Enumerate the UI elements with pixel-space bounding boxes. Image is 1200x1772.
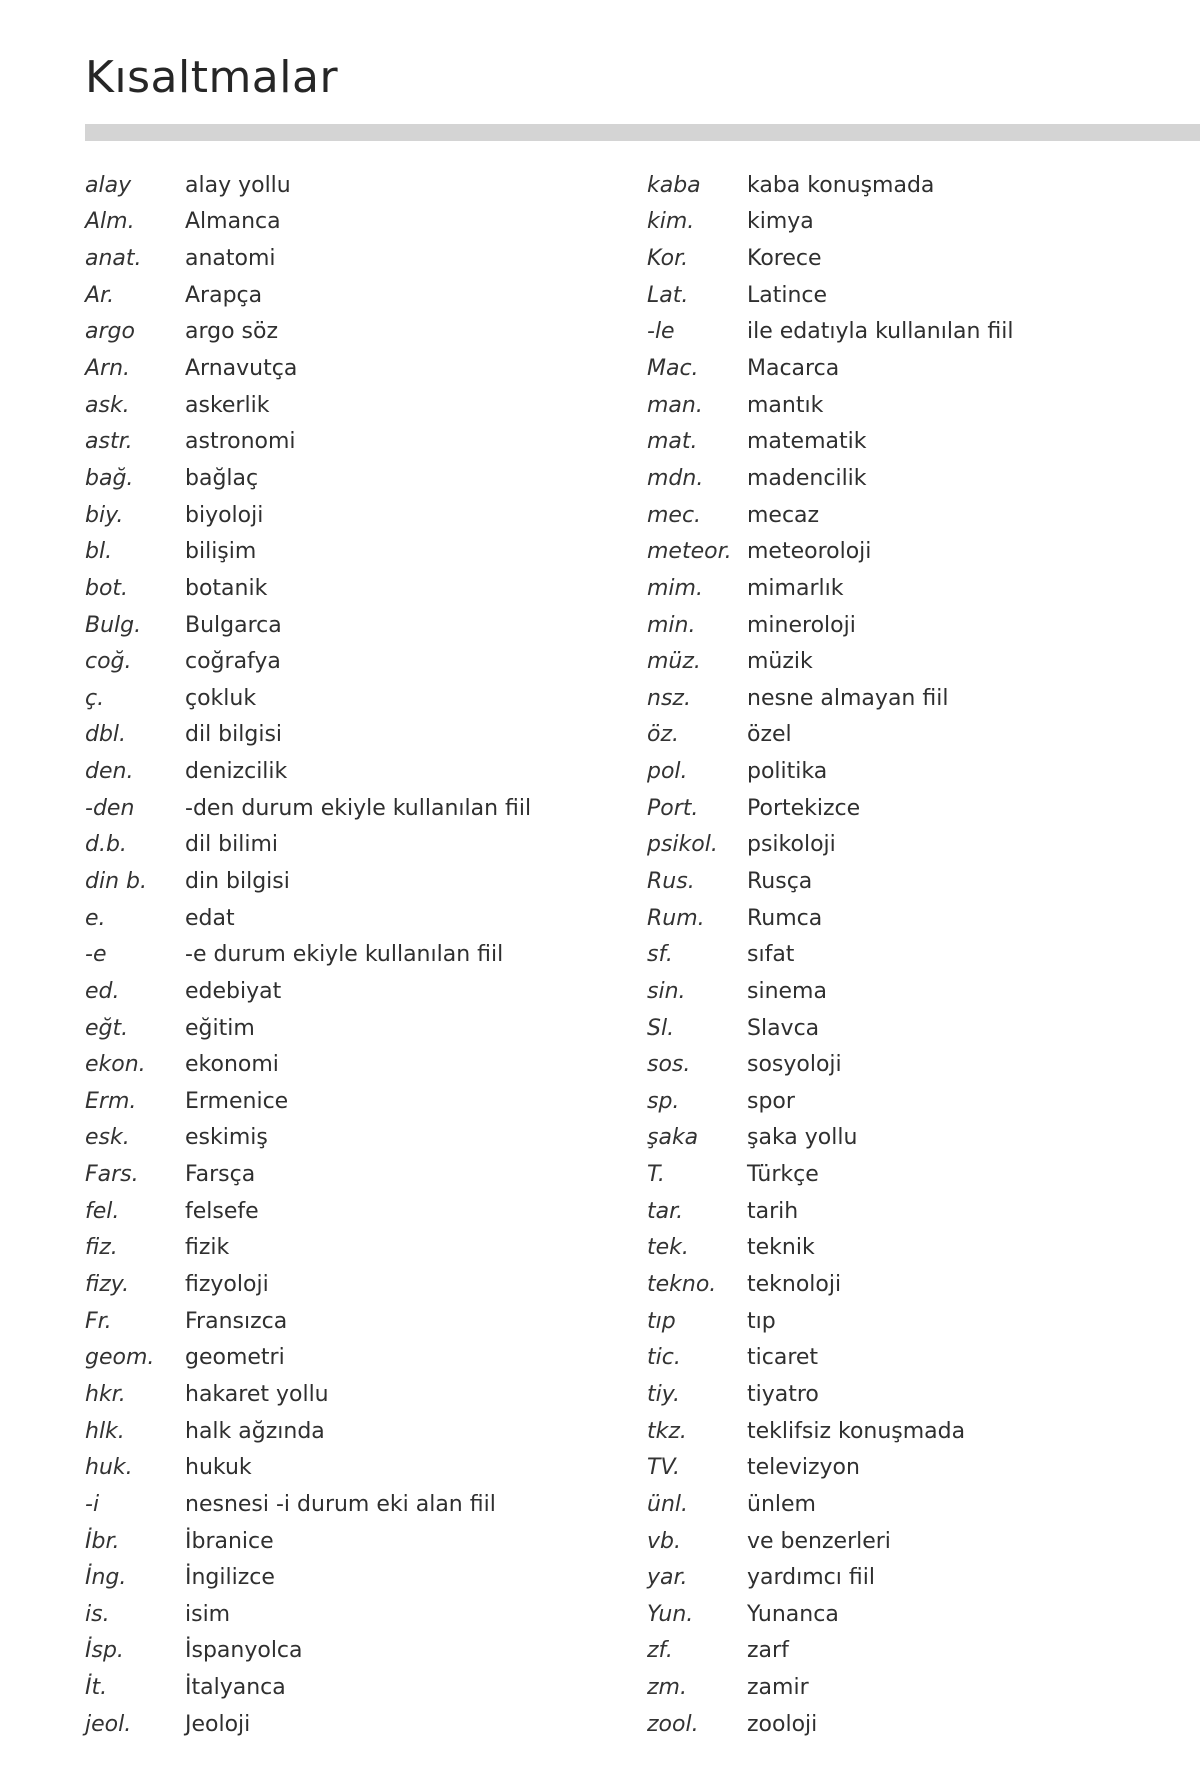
abbreviation: zool. (647, 1711, 699, 1737)
abbreviation-meaning: hukuk (185, 1455, 252, 1481)
abbreviation: din b. (85, 868, 147, 894)
abbreviation-entry (647, 1010, 1187, 1047)
abbreviation-entry (85, 1083, 625, 1120)
abbreviation-meaning: mecaz (747, 502, 820, 528)
abbreviation-meaning: İbranice (185, 1528, 274, 1554)
abbreviation-meaning: -e durum ekiyle kullanılan fiil (185, 942, 504, 968)
abbreviation: sin. (647, 978, 686, 1004)
abbreviation: İt. (85, 1675, 108, 1701)
abbreviation-meaning: Macarca (747, 356, 840, 382)
abbreviation-entry (85, 1340, 625, 1377)
abbreviation-entry (85, 423, 625, 460)
abbreviation-meaning: madencilik (747, 465, 867, 491)
abbreviation-entry (85, 277, 625, 314)
abbreviation: Mac. (647, 356, 699, 382)
abbreviation-entry (647, 533, 1187, 570)
abbreviation-meaning: ticaret (747, 1345, 819, 1371)
abbreviation-entry (647, 314, 1187, 351)
abbreviation-meaning: sosyoloji (747, 1052, 842, 1078)
abbreviation-entry (647, 1340, 1187, 1377)
abbreviation-meaning: tiyatro (747, 1381, 819, 1407)
abbreviation-entry (85, 1559, 625, 1596)
abbreviation: is. (85, 1601, 110, 1627)
abbreviation-meaning: zooloji (747, 1711, 818, 1737)
abbreviation-meaning: argo söz (185, 319, 279, 345)
abbreviation: min. (647, 612, 696, 638)
abbreviation: ask. (85, 392, 130, 418)
abbreviation-entry (85, 680, 625, 717)
abbreviation-entry (85, 1449, 625, 1486)
abbreviation: mim. (647, 575, 703, 601)
abbreviation-meaning: isim (185, 1601, 231, 1627)
abbreviation-meaning: Latince (747, 282, 828, 308)
abbreviation: Rus. (647, 868, 695, 894)
abbreviation: Sl. (647, 1015, 675, 1041)
abbreviation-meaning: kaba konuşmada (747, 172, 935, 198)
abbreviation: yar. (647, 1565, 688, 1591)
abbreviation-entry (647, 1046, 1187, 1083)
abbreviation-entry (85, 900, 625, 937)
abbreviation-entry (85, 1046, 625, 1083)
abbreviation-meaning: matematik (747, 429, 867, 455)
abbreviation: meteor. (647, 539, 732, 565)
abbreviation-meaning: nesnesi -i durum eki alan fiil (185, 1491, 496, 1517)
abbreviation-entry (647, 680, 1187, 717)
abbreviation-meaning: sinema (747, 978, 827, 1004)
abbreviation-entry (85, 240, 625, 277)
abbreviation: İsp. (85, 1638, 124, 1664)
abbreviation-meaning: dil bilimi (185, 832, 279, 858)
abbreviation: İbr. (85, 1528, 120, 1554)
abbreviation-meaning: astronomi (185, 429, 296, 455)
abbreviation-meaning: ve benzerleri (747, 1528, 891, 1554)
abbreviation-entry (647, 1633, 1187, 1670)
abbreviation-meaning: zamir (747, 1675, 809, 1701)
abbreviation-entry (647, 900, 1187, 937)
abbreviation: ekon. (85, 1052, 146, 1078)
abbreviation: geom. (85, 1345, 155, 1371)
abbreviation-meaning: alay yollu (185, 172, 291, 198)
abbreviation-entry (85, 936, 625, 973)
abbreviation-entry (647, 1486, 1187, 1523)
abbreviation: sos. (647, 1052, 691, 1078)
abbreviation: tkz. (647, 1418, 687, 1444)
abbreviation-meaning: bağlaç (185, 465, 259, 491)
abbreviation-entry (85, 717, 625, 754)
abbreviation-entry (85, 167, 625, 204)
abbreviation-entry (647, 1376, 1187, 1413)
abbreviation: -den (85, 795, 135, 821)
abbreviation-entry (85, 1120, 625, 1157)
abbreviation-entry (647, 277, 1187, 314)
abbreviation-meaning: eğitim (185, 1015, 255, 1041)
abbreviation: fizy. (85, 1272, 130, 1298)
abbreviation-meaning: Farsça (185, 1162, 256, 1188)
abbreviation: d.b. (85, 832, 127, 858)
abbreviation: e. (85, 905, 106, 931)
abbreviation-meaning: Slavca (747, 1015, 820, 1041)
abbreviation-entry (647, 1156, 1187, 1193)
abbreviation-meaning: mimarlık (747, 575, 844, 601)
abbreviation-meaning: İtalyanca (185, 1675, 286, 1701)
abbreviation-entry (647, 1559, 1187, 1596)
abbreviation-meaning: -den durum ekiyle kullanılan fiil (185, 795, 532, 821)
abbreviation-entry (647, 1193, 1187, 1230)
abbreviation: TV. (647, 1455, 680, 1481)
abbreviation-entry (85, 1596, 625, 1633)
abbreviation-entry (647, 863, 1187, 900)
abbreviation: Fars. (85, 1162, 139, 1188)
abbreviation-entry (647, 1706, 1187, 1743)
abbreviation-meaning: ekonomi (185, 1052, 279, 1078)
abbreviation-meaning: denizcilik (185, 759, 288, 785)
abbreviation: T. (647, 1162, 665, 1188)
title-rule (85, 124, 1200, 141)
abbreviation: mdn. (647, 465, 704, 491)
abbreviation: anat. (85, 246, 142, 272)
abbreviation-list-left (85, 167, 625, 1743)
abbreviation-entry (85, 1413, 625, 1450)
abbreviation: fel. (85, 1198, 120, 1224)
abbreviation-entry (85, 1633, 625, 1670)
abbreviation-meaning: edat (185, 905, 235, 931)
abbreviation: Alm. (85, 209, 135, 235)
abbreviation-entry (647, 1083, 1187, 1120)
abbreviation: tiy. (647, 1381, 681, 1407)
abbreviation-entry (647, 460, 1187, 497)
abbreviation-entry (85, 753, 625, 790)
abbreviation: Arn. (85, 356, 131, 382)
abbreviation-meaning: coğrafya (185, 649, 281, 675)
abbreviation-list-right (647, 167, 1187, 1743)
abbreviation: alay (85, 172, 132, 198)
abbreviation: tar. (647, 1198, 684, 1224)
abbreviation-meaning: Arapça (185, 282, 263, 308)
abbreviation-meaning: tıp (747, 1308, 776, 1334)
abbreviation-meaning: Bulgarca (185, 612, 282, 638)
abbreviation-meaning: hakaret yollu (185, 1381, 329, 1407)
abbreviation-meaning: çokluk (185, 685, 257, 711)
abbreviation-entry (85, 350, 625, 387)
abbreviation-meaning: yardımcı fiil (747, 1565, 875, 1591)
abbreviation-entry (647, 1120, 1187, 1157)
abbreviation: sp. (647, 1088, 680, 1114)
abbreviation-entry (85, 1669, 625, 1706)
abbreviation-entry (85, 570, 625, 607)
abbreviation-meaning: biyoloji (185, 502, 264, 528)
abbreviation: -e (85, 942, 107, 968)
abbreviation-entry (85, 607, 625, 644)
abbreviation-meaning: özel (747, 722, 792, 748)
abbreviation-meaning: Almanca (185, 209, 281, 235)
abbreviation: Bulg. (85, 612, 142, 638)
abbreviation: hlk. (85, 1418, 125, 1444)
abbreviation-entry (647, 1266, 1187, 1303)
abbreviation-entry (85, 497, 625, 534)
abbreviation: tıp (647, 1308, 676, 1334)
abbreviation: ünl. (647, 1491, 688, 1517)
abbreviation: -le (647, 319, 675, 345)
abbreviation: argo (85, 319, 135, 345)
abbreviation: pol. (647, 759, 688, 785)
abbreviation-entry (85, 1706, 625, 1743)
abbreviation: man. (647, 392, 703, 418)
abbreviation-entry (85, 863, 625, 900)
abbreviation-entry (85, 790, 625, 827)
abbreviation-entry (85, 460, 625, 497)
abbreviation: Rum. (647, 905, 705, 931)
abbreviation-entry (647, 240, 1187, 277)
abbreviation-meaning: askerlik (185, 392, 270, 418)
abbreviation-entry (85, 827, 625, 864)
abbreviation-entry (647, 643, 1187, 680)
abbreviation: tek. (647, 1235, 689, 1261)
abbreviation: fiz. (85, 1235, 118, 1261)
abbreviation: öz. (647, 722, 680, 748)
abbreviation-meaning: teklifsiz konuşmada (747, 1418, 966, 1444)
abbreviation-entry (647, 1669, 1187, 1706)
abbreviation: mat. (647, 429, 698, 455)
abbreviation-entry (85, 1486, 625, 1523)
abbreviation: psikol. (647, 832, 718, 858)
abbreviation: biy. (85, 502, 124, 528)
abbreviation: eğt. (85, 1015, 129, 1041)
abbreviation-meaning: felsefe (185, 1198, 259, 1224)
abbreviation: sf. (647, 942, 673, 968)
abbreviation-entry (647, 717, 1187, 754)
abbreviation: İng. (85, 1565, 127, 1591)
abbreviation: Yun. (647, 1601, 694, 1627)
abbreviation: ed. (85, 978, 120, 1004)
abbreviation-meaning: geometri (185, 1345, 285, 1371)
abbreviation-meaning: teknik (747, 1235, 815, 1261)
abbreviation-meaning: teknoloji (747, 1272, 842, 1298)
abbreviation-entry (647, 570, 1187, 607)
abbreviation-meaning: din bilgisi (185, 868, 290, 894)
abbreviation: esk. (85, 1125, 130, 1151)
abbreviation: coğ. (85, 649, 132, 675)
abbreviation-entry (647, 387, 1187, 424)
abbreviation-entry (85, 1303, 625, 1340)
abbreviation-entry (647, 790, 1187, 827)
abbreviation: -i (85, 1491, 100, 1517)
abbreviation: zm. (647, 1675, 687, 1701)
abbreviation-meaning: Portekizce (747, 795, 861, 821)
abbreviation-entry (647, 1413, 1187, 1450)
abbreviation-entry (647, 167, 1187, 204)
abbreviation: tic. (647, 1345, 681, 1371)
abbreviation-meaning: spor (747, 1088, 795, 1114)
abbreviation-entry (85, 1156, 625, 1193)
abbreviation: astr. (85, 429, 133, 455)
abbreviation: hkr. (85, 1381, 126, 1407)
abbreviation-entry (647, 350, 1187, 387)
abbreviation-meaning: halk ağzında (185, 1418, 325, 1444)
page-title: Kısaltmalar (85, 52, 339, 103)
abbreviation: müz. (647, 649, 701, 675)
abbreviation: kaba (647, 172, 701, 198)
abbreviation-meaning: anatomi (185, 246, 276, 272)
abbreviation-meaning: Arnavutça (185, 356, 298, 382)
abbreviation: huk. (85, 1455, 133, 1481)
abbreviation-meaning: tarih (747, 1198, 799, 1224)
abbreviation: Erm. (85, 1088, 137, 1114)
abbreviation-entry (85, 643, 625, 680)
abbreviation-entry (85, 314, 625, 351)
abbreviation-meaning: dil bilgisi (185, 722, 283, 748)
abbreviation-meaning: ile edatıyla kullanılan fiil (747, 319, 1014, 345)
abbreviation: nsz. (647, 685, 691, 711)
abbreviation-entry (647, 497, 1187, 534)
abbreviation-meaning: eskimiş (185, 1125, 268, 1151)
abbreviation-entry (647, 753, 1187, 790)
abbreviation-meaning: kimya (747, 209, 814, 235)
abbreviation-meaning: müzik (747, 649, 813, 675)
abbreviation-meaning: ünlem (747, 1491, 816, 1517)
abbreviation-meaning: psikoloji (747, 832, 836, 858)
abbreviation-meaning: şaka yollu (747, 1125, 858, 1151)
abbreviation-meaning: fizyoloji (185, 1272, 269, 1298)
abbreviation-entry (85, 204, 625, 241)
abbreviation-meaning: bilişim (185, 539, 257, 565)
abbreviation-entry (85, 1376, 625, 1413)
abbreviation-entry (647, 423, 1187, 460)
abbreviation: tekno. (647, 1272, 717, 1298)
abbreviation-entry (647, 1523, 1187, 1560)
abbreviation: jeol. (85, 1711, 132, 1737)
abbreviation: Ar. (85, 282, 115, 308)
abbreviation-entry (85, 1230, 625, 1267)
abbreviation-entry (85, 973, 625, 1010)
abbreviation: vb. (647, 1528, 681, 1554)
abbreviation: Kor. (647, 246, 689, 272)
abbreviation-meaning: edebiyat (185, 978, 282, 1004)
abbreviation-meaning: Rumca (747, 905, 823, 931)
abbreviation-meaning: Ermenice (185, 1088, 289, 1114)
abbreviation: Lat. (647, 282, 689, 308)
abbreviation-entry (647, 827, 1187, 864)
abbreviation: Fr. (85, 1308, 112, 1334)
abbreviation-meaning: zarf (747, 1638, 789, 1664)
abbreviation-meaning: Türkçe (747, 1162, 819, 1188)
abbreviation-meaning: İspanyolca (185, 1638, 303, 1664)
abbreviation: ç. (85, 685, 105, 711)
abbreviation: zf. (647, 1638, 673, 1664)
abbreviation-meaning: Jeoloji (185, 1711, 251, 1737)
abbreviation: şaka (647, 1125, 699, 1151)
abbreviation-entry (647, 607, 1187, 644)
abbreviation: dbl. (85, 722, 127, 748)
abbreviation-meaning: televizyon (747, 1455, 860, 1481)
abbreviation-meaning: meteoroloji (747, 539, 872, 565)
abbreviation: mec. (647, 502, 702, 528)
abbreviation-entry (647, 204, 1187, 241)
abbreviation-meaning: mantık (747, 392, 824, 418)
abbreviation-meaning: botanik (185, 575, 268, 601)
abbreviation-meaning: Korece (747, 246, 822, 272)
abbreviation-entry (647, 973, 1187, 1010)
abbreviation: kim. (647, 209, 695, 235)
abbreviation-entry (85, 1266, 625, 1303)
abbreviation-entry (85, 1523, 625, 1560)
abbreviation-entry (647, 1230, 1187, 1267)
abbreviation-meaning: politika (747, 759, 828, 785)
abbreviation-entry (647, 1596, 1187, 1633)
abbreviation-entry (85, 1010, 625, 1047)
abbreviation-meaning: fizik (185, 1235, 230, 1261)
abbreviation: bot. (85, 575, 129, 601)
abbreviation-entry (647, 1449, 1187, 1486)
abbreviation-meaning: İngilizce (185, 1565, 275, 1591)
abbreviation-meaning: mineroloji (747, 612, 856, 638)
abbreviation-meaning: Rusça (747, 868, 813, 894)
abbreviation-entry (85, 1193, 625, 1230)
abbreviation-meaning: Fransızca (185, 1308, 288, 1334)
abbreviation: Port. (647, 795, 699, 821)
abbreviation-entry (85, 533, 625, 570)
abbreviation: bağ. (85, 465, 134, 491)
abbreviation-meaning: Yunanca (747, 1601, 839, 1627)
abbreviation-meaning: nesne almayan fiil (747, 685, 949, 711)
abbreviation-meaning: sıfat (747, 942, 795, 968)
abbreviation-entry (647, 1303, 1187, 1340)
abbreviation: den. (85, 759, 134, 785)
abbreviation-entry (85, 387, 625, 424)
abbreviation: bl. (85, 539, 113, 565)
abbreviation-entry (647, 936, 1187, 973)
